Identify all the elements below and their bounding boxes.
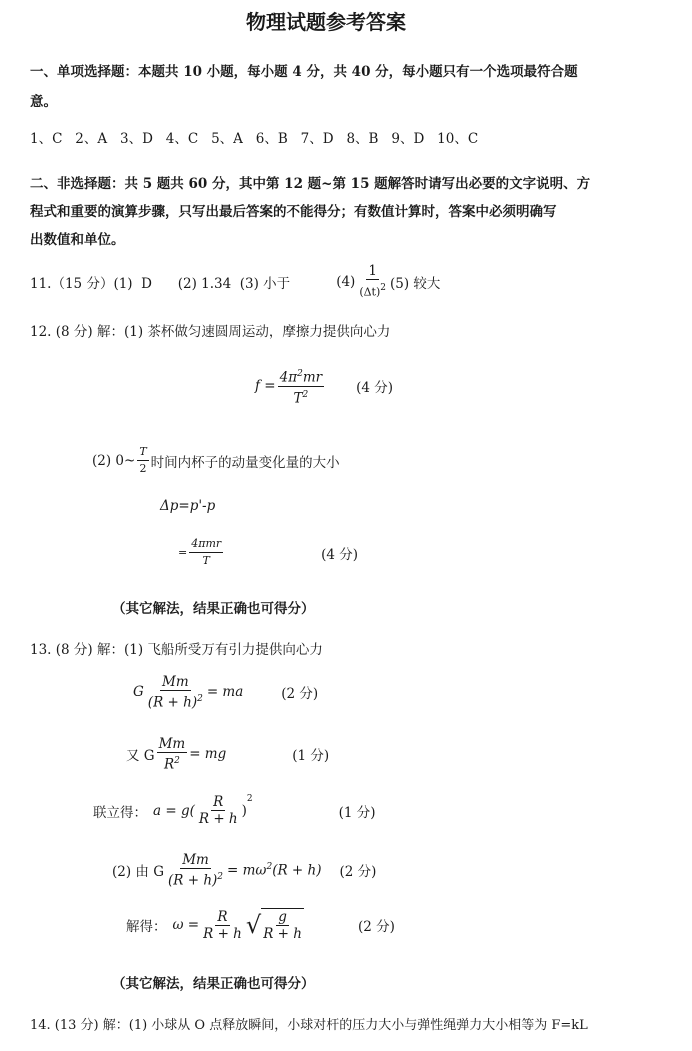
- q12-eq2-den: T: [202, 554, 210, 567]
- q13-e1-fraction: [146, 674, 205, 711]
- q13-e4-score: (2 分): [339, 864, 377, 881]
- q12-eq2-equals: =: [178, 546, 188, 559]
- q12-eq2-fraction: [189, 536, 223, 569]
- q13-e1-den: (R + h): [147, 694, 198, 711]
- q13-e4-rhs-tail: (R + h): [272, 862, 322, 879]
- q13-e5-score: (2 分): [357, 919, 395, 935]
- q12-eq1-den: T: [293, 390, 303, 406]
- q13-e3-den: R + h: [198, 811, 238, 827]
- q13-e5-fraction: [201, 909, 244, 942]
- q13-e4-pre: (2) 由 G: [112, 864, 164, 881]
- q11-prefix: 11.（15 分）(1) D (2) 1.34 (3) 小于: [30, 275, 291, 292]
- q11-part4: (4): [336, 273, 356, 290]
- q13-equation2: [126, 736, 329, 773]
- q11-fraction: [357, 263, 388, 301]
- q13-heading: 13. (8 分) 解：(1) 飞船所受万有引力提供向心力: [30, 642, 323, 658]
- q13-e5-lhs: ω =: [172, 917, 200, 933]
- q12-eq1-score: (4 分): [356, 380, 393, 396]
- q12-eq1-fraction: [278, 366, 324, 406]
- q13-e1-score: (2 分): [281, 686, 319, 703]
- q12-eq1-num-tail: mr: [302, 369, 323, 386]
- section2-heading-line2: 程式和重要的演算步骤，只写出最后答案的不能得分；有数值计算时，答案中必须明确写: [30, 204, 557, 220]
- q13-e4-rhs-exp: 2: [266, 862, 273, 872]
- q11-frac-exp: 2: [380, 283, 386, 293]
- q12-equation1: [255, 366, 393, 406]
- q12-eq1-lhs: f =: [255, 378, 276, 394]
- q13-e2-den-exp: 2: [174, 756, 180, 766]
- q13-e4-fraction: [166, 852, 225, 889]
- q13-e4-den: (R + h): [168, 872, 218, 889]
- section2-heading-line3: 出数值和单位。: [30, 232, 125, 248]
- q12-equation2: [178, 536, 358, 569]
- q13-e5-sqrt: √ $\frac{g}{R + h}$: [245, 909, 302, 942]
- q12-part2-text: 时间内杯子的动量变化量的大小: [150, 454, 340, 471]
- q13-e3-lhs: a = g(: [153, 802, 195, 819]
- section1-heading-line2: 意。: [30, 94, 57, 110]
- q13-equation4: [112, 852, 376, 889]
- section2-heading-line1: 二、非选择题：共 5 题共 60 分，其中第 12 题~第 15 题解答时请写出必要的文字说明、方: [30, 176, 591, 192]
- q14-heading: 14. (13 分) 解：(1) 小球从 O 点释放瞬间，小球对杆的压力大小与弹性绳弹力大小相等为 F=kL: [30, 1018, 588, 1033]
- q12-heading: 12. (8 分) 解：(1) 茶杯做匀速圆周运动，摩擦力提供向心力: [30, 324, 391, 340]
- q12-note: （其它解法，结果正确也可得分）: [112, 601, 315, 617]
- q13-e5-pre: 解得：: [126, 919, 167, 935]
- q11-part5: (5) 较大: [390, 275, 441, 292]
- q11-frac-den: (Δt): [359, 285, 381, 299]
- q13-e4-num: Mm: [182, 852, 209, 868]
- q12-eq1-num-exp: 2: [297, 369, 303, 379]
- q13-e2-score: (1 分): [292, 748, 330, 765]
- q13-e2-num: Mm: [158, 736, 186, 752]
- q12-eq2-num: 4πmr: [189, 536, 223, 553]
- q13-e1-rhs: = ma: [206, 684, 244, 701]
- q13-e5-sqrt-den: R + h: [263, 926, 302, 942]
- choice-answers: 1、C 2、A 3、D 4、C 5、A 6、B 7、D 8、B 9、D 10、C: [30, 131, 479, 147]
- q13-e3-pre: 联立得：: [93, 804, 147, 821]
- q12-eq1-num: 4π: [279, 369, 298, 386]
- q13-e1-G: G: [133, 684, 144, 701]
- q13-note: （其它解法，结果正确也可得分）: [112, 976, 315, 992]
- q13-e5-sqrt-num: g: [278, 909, 287, 925]
- q12-part2-pre: (2) 0~: [92, 452, 136, 469]
- q13-e3-exp: 2: [246, 794, 253, 804]
- q12-part2: [92, 444, 340, 477]
- q13-equation1: [133, 674, 318, 711]
- q12-eq1-den-exp: 2: [302, 389, 309, 400]
- q12-eq2-score: (4 分): [321, 546, 359, 563]
- q11-frac-num: 1: [368, 263, 377, 279]
- q12-momentum-change: Δp=p'-p: [160, 498, 216, 514]
- q13-equation3: [93, 794, 376, 827]
- q13-e3-tail: ): [241, 802, 247, 819]
- q13-e5-num: R: [217, 908, 228, 925]
- q12-part2-frac-num: T: [137, 444, 148, 461]
- q13-e3-num: R: [213, 794, 224, 810]
- q13-e4-den-exp: 2: [217, 872, 224, 882]
- q13-equation5: [126, 908, 395, 942]
- section1-heading-line1: 一、单项选择题：本题共 10 小题，每小题 4 分，共 40 分，每小题只有一个选项最符合题: [30, 64, 578, 80]
- q13-e1-num: Mm: [162, 674, 189, 690]
- q11-answer: [30, 263, 440, 301]
- q12-part2-fraction: [137, 444, 148, 477]
- q13-e3-fraction: [197, 794, 240, 827]
- q13-e4-rhs: = mω: [227, 862, 267, 879]
- q12-part2-frac-den: 2: [139, 462, 147, 475]
- q13-e3-score: (1 分): [338, 804, 376, 821]
- q13-e1-den-exp: 2: [197, 694, 203, 704]
- q13-e2-rhs: = mg: [189, 746, 227, 763]
- q13-e2-fraction: [157, 736, 188, 773]
- page-title: 物理试题参考答案: [246, 10, 406, 34]
- q13-e2-pre: 又 G: [126, 748, 155, 765]
- q13-e2-den: R: [163, 756, 175, 773]
- q13-e5-den: R + h: [203, 925, 242, 942]
